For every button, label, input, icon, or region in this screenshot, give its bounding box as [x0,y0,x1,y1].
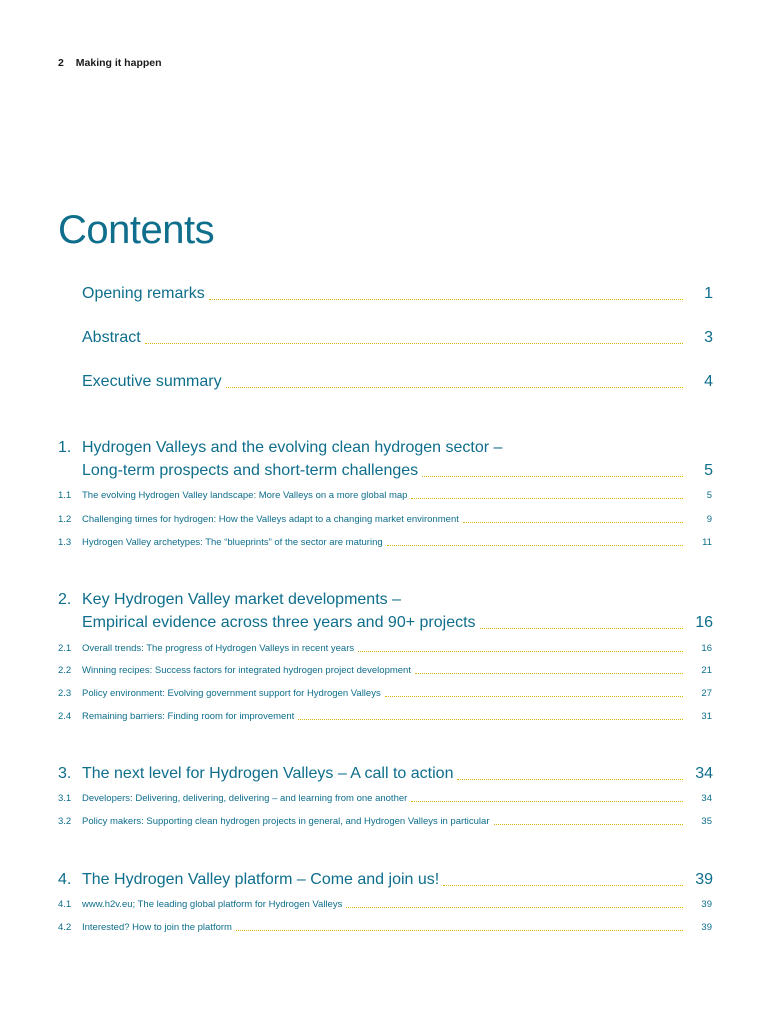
dot-leader [209,299,683,300]
chapter-page: 39 [695,871,713,888]
section-number: 4.1 [58,899,72,910]
section-number: 1.2 [58,514,72,525]
chapter-title-line1: Key Hydrogen Valley market developments – [82,591,401,608]
section-label: www.h2v.eu; The leading global platform for Hydrogen Valleys [82,899,343,910]
section-label: Policy makers: Supporting clean hydrogen projects in general, and Hydrogen Valleys in particular [82,816,490,827]
section-number: 1.3 [58,537,72,548]
section-label: Interested? How to join the platform [82,922,232,933]
section-label: The evolving Hydrogen Valley landscape: More Valleys on a more global map [82,490,408,501]
section-number: 3.2 [58,816,72,827]
section-label: Developers: Delivering, delivering, delivering – and learning from one another [82,793,408,804]
dot-leader [358,651,683,652]
chapter-title-line1: The next level for Hydrogen Valleys – A call to action [82,765,454,782]
section-number: 4.2 [58,922,72,933]
dot-leader [480,628,683,629]
chapter-page: 16 [695,614,713,631]
chapter-title-line2: Empirical evidence across three years and 90+ projects [82,614,476,631]
section-name: Making it happen [75,57,162,69]
section-number: 2.1 [58,643,72,654]
chapter-page: 34 [695,765,713,782]
dot-leader [422,476,683,477]
section-page: 39 [701,922,712,933]
section-page: 34 [701,793,712,804]
section-page: 27 [701,688,712,699]
dot-leader [385,696,683,697]
section-number: 3.1 [58,793,72,804]
toc-entry-label: Abstract [82,329,141,346]
running-header [58,57,162,69]
page-number: 2 [58,57,64,69]
chapter-number: 4. [58,871,72,888]
section-label: Policy environment: Evolving government support for Hydrogen Valleys [82,688,381,699]
section-number: 2.2 [58,665,72,676]
chapter-title-line1: Hydrogen Valleys and the evolving clean hydrogen sector – [82,439,503,456]
chapter-number: 1. [58,439,72,456]
section-page: 35 [701,816,712,827]
dot-leader [415,673,683,674]
section-label: Winning recipes: Success factors for integrated hydrogen project development [82,665,411,676]
dot-leader [494,824,684,825]
section-label: Hydrogen Valley archetypes: The “blueprints” of the sector are maturing [82,537,383,548]
dot-leader [226,387,683,388]
dot-leader [457,779,683,780]
chapter-title-line2: Long-term prospects and short-term challenges [82,462,419,479]
section-label: Challenging times for hydrogen: How the Valleys adapt to a changing market environment [82,514,459,525]
dot-leader [463,522,683,523]
section-page: 31 [701,711,712,722]
section-page: 21 [701,665,712,676]
section-label: Overall trends: The progress of Hydrogen Valleys in recent years [82,643,355,654]
section-number: 2.4 [58,711,72,722]
chapter-number: 2. [58,591,72,608]
dot-leader [298,719,683,720]
chapter-title-line1: The Hydrogen Valley platform – Come and join us! [82,871,440,888]
toc-entry-label: Executive summary [82,373,222,390]
chapter-number: 3. [58,765,72,782]
page-title: Contents [58,208,215,252]
section-page: 5 [706,490,712,501]
dot-leader [346,907,683,908]
section-page: 16 [701,643,712,654]
section-number: 1.1 [58,490,72,501]
toc-entry-label: Opening remarks [82,285,205,302]
section-number: 2.3 [58,688,72,699]
dot-leader [387,545,683,546]
toc-entry-page: 4 [704,373,713,390]
section-page: 11 [702,537,712,548]
dot-leader [236,930,683,931]
toc-entry-page: 3 [704,329,713,346]
dot-leader [411,801,683,802]
section-label: Remaining barriers: Finding room for improvement [82,711,295,722]
section-page: 39 [701,899,712,910]
dot-leader [145,343,683,344]
section-page: 9 [706,514,712,525]
chapter-page: 5 [704,462,713,479]
dot-leader [443,885,683,886]
toc-entry-page: 1 [704,285,713,302]
dot-leader [411,498,683,499]
